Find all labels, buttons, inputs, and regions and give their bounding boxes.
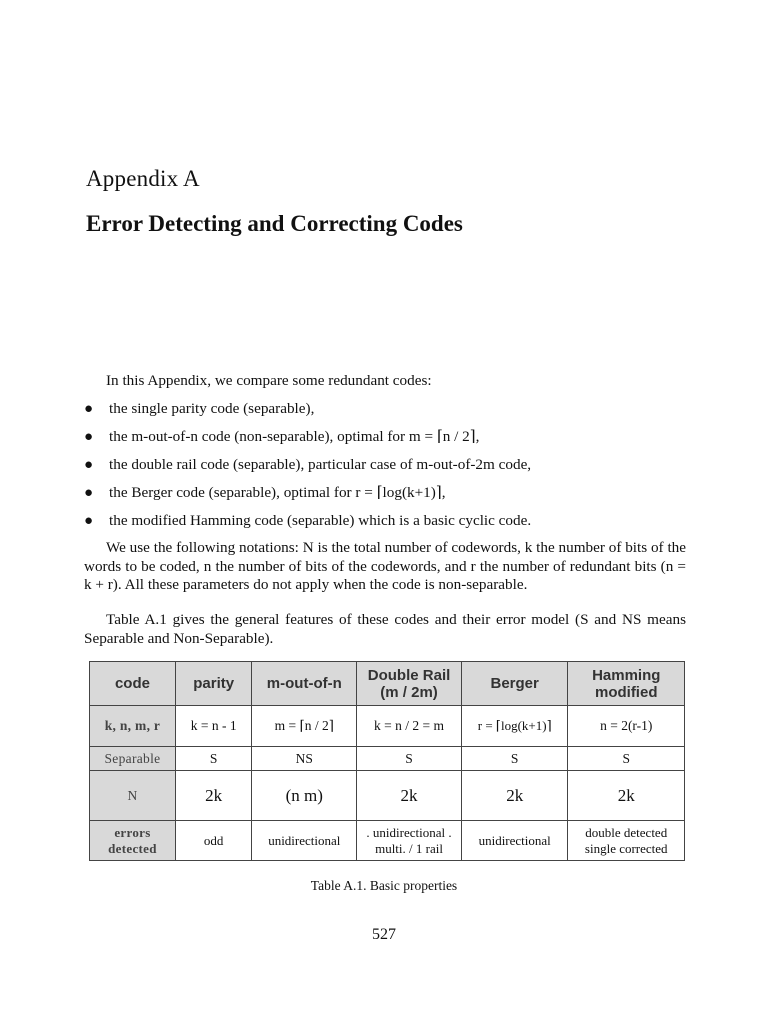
table-cell: S bbox=[461, 747, 568, 771]
table-row bbox=[90, 771, 685, 821]
table-header-cell: parity bbox=[175, 662, 251, 706]
table-cell: S bbox=[357, 747, 462, 771]
table-header-cell: Double Rail (m / 2m) bbox=[357, 662, 462, 706]
list-item bbox=[84, 399, 694, 427]
list-item-text: the m-out-of-n code (non-separable), optimal for m = ⌈n / 2⌉, bbox=[109, 428, 480, 445]
table-cell: S bbox=[175, 747, 251, 771]
table-row bbox=[90, 747, 685, 771]
page-number: 527 bbox=[372, 926, 396, 943]
notation-paragraph: We use the following notations: N is the total number of codewords, k the number of bits of the words to be coded, n the number of bits of the codewords, and r the number of redundant bits (n = k + r). All these parameters do not apply when the code is non-separable. bbox=[84, 539, 686, 594]
table-cell: unidirectional bbox=[252, 821, 357, 861]
appendix-label: Appendix A bbox=[86, 166, 200, 191]
list-item-text: the single parity code (separable), bbox=[109, 400, 315, 417]
list-item-text: the Berger code (separable), optimal for r = ⌈log(k+1)⌉, bbox=[109, 484, 446, 501]
table-cell: 2k bbox=[568, 771, 685, 821]
bullet-icon: ● bbox=[84, 485, 94, 501]
row-label: errors detected bbox=[90, 821, 176, 861]
list-item-text: the double rail code (separable), particular case of m-out-of-2m code, bbox=[109, 456, 532, 473]
table-header-cell: Hamming modified bbox=[568, 662, 685, 706]
table-cell: . unidirectional . multi. / 1 rail bbox=[357, 821, 462, 861]
bullet-icon: ● bbox=[84, 457, 94, 473]
list-item bbox=[84, 427, 694, 455]
table-cell: 2k bbox=[357, 771, 462, 821]
table-caption: Table A.1. Basic properties bbox=[310, 878, 458, 893]
list-item bbox=[84, 511, 694, 539]
table-row bbox=[90, 706, 685, 747]
row-label: N bbox=[90, 771, 176, 821]
properties-table bbox=[89, 661, 685, 861]
table-cell: (n m) bbox=[252, 771, 357, 821]
intro-paragraph: In this Appendix, we compare some redundant codes: bbox=[106, 372, 432, 389]
table-cell: double detected single corrected bbox=[568, 821, 685, 861]
table-cell: NS bbox=[252, 747, 357, 771]
table-cell: m = ⌈n / 2⌉ bbox=[252, 706, 357, 747]
bullet-icon: ● bbox=[84, 401, 94, 417]
code-list bbox=[84, 399, 694, 539]
chapter-title: Error Detecting and Correcting Codes bbox=[86, 211, 463, 236]
table-header-row bbox=[90, 662, 685, 706]
table-cell: k = n - 1 bbox=[175, 706, 251, 747]
list-item bbox=[84, 483, 694, 511]
table-cell: 2k bbox=[175, 771, 251, 821]
list-item bbox=[84, 455, 694, 483]
table-cell: n = 2(r-1) bbox=[568, 706, 685, 747]
table-header-cell: code bbox=[90, 662, 176, 706]
table-header-cell: Berger bbox=[461, 662, 568, 706]
table-row bbox=[90, 821, 685, 861]
bullet-icon: ● bbox=[84, 513, 94, 529]
table-cell: S bbox=[568, 747, 685, 771]
bullet-icon: ● bbox=[84, 429, 94, 445]
table-cell: k = n / 2 = m bbox=[357, 706, 462, 747]
table-cell: unidirectional bbox=[461, 821, 568, 861]
table-cell: r = ⌈log(k+1)⌉ bbox=[461, 706, 568, 747]
list-item-text: the modified Hamming code (separable) which is a basic cyclic code. bbox=[109, 512, 532, 529]
table-cell: 2k bbox=[461, 771, 568, 821]
row-label: Separable bbox=[90, 747, 176, 771]
table-intro-paragraph: Table A.1 gives the general features of these codes and their error model (S and NS means Separable and Non-Separable). bbox=[84, 611, 686, 647]
table-header-cell: m-out-of-n bbox=[252, 662, 357, 706]
table-cell: odd bbox=[175, 821, 251, 861]
row-label: k, n, m, r bbox=[90, 706, 176, 747]
